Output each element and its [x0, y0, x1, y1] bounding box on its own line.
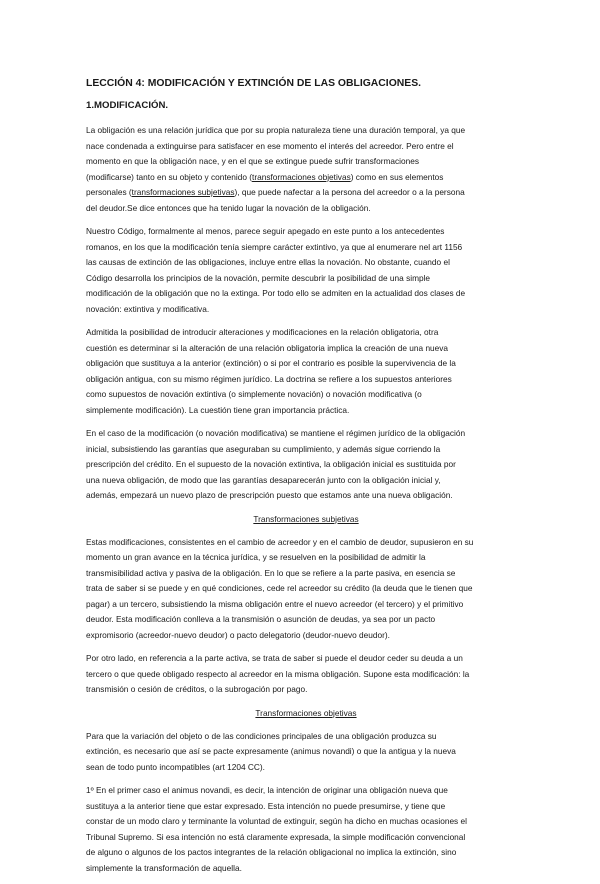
paragraph [86, 123, 526, 216]
text-line: expromisorio (acreedor-nuevo deudor) o pacto delegatorio (deudor-nuevo deudor). [86, 629, 390, 640]
text-line: como supuestos de novación extintiva (o simplemente novación) o novación modificativa (o [86, 389, 422, 399]
underlined-term: transformaciones subjetivas [131, 187, 235, 197]
paragraph [86, 325, 526, 418]
text-segment: (modificarse) tanto en su objeto y contenido ( [86, 171, 253, 182]
text-line: Estas modificaciones, consistentes en el cambio de acreedor y en el cambio de deudor, supusieron en su [86, 536, 474, 547]
text-line: Para que la variación del objeto o de las condiciones principales de una obligación produzca su [86, 730, 437, 741]
text-segment: ), que puede nafectar a la persona del acreedor o a la persona [234, 187, 465, 197]
text-line: transmisión o cesión de créditos, o la subrogación por pago. [86, 684, 308, 694]
text-line: Por otro lado, en referencia a la parte activa, se trata de saber si puede el deudor ceder su deuda a un [86, 653, 463, 663]
paragraph-group-modificacion [86, 123, 526, 504]
text-line: las causas de extinción de las obligaciones, incluye entre ellas la novación. No obstante, cuando el [86, 257, 450, 267]
text-line: cuestión es determinar si la alteración de una relación obligatoria implica la creación de una nueva [86, 342, 449, 353]
text-line: una nueva obligación, de modo que las garantías desaparecerán junto con la obligación inicial y, [86, 474, 441, 485]
text-line: La obligación es una relación jurídica que por su propia naturaleza tiene una duración temporal, ya que [86, 125, 466, 135]
text-line: inicial, subsistiendo las garantías que aseguraban su cumplimiento, y además sigue corriendo la [86, 443, 441, 454]
paragraph [86, 651, 526, 698]
text-line: Admitida la posibilidad de introducir alteraciones y modificaciones en la relación obligatoria, otra [86, 327, 439, 337]
text-segment: ) como en sus elementos [350, 171, 444, 182]
text-line: obligación que sustituya a la anterior (extinción) o si por el contrario es posible la supervivencia de la [86, 358, 456, 368]
text-line: romanos, en los que la modificación tenía siempre carácter extintivo, ya que al enumerare nel art 1156 [86, 241, 463, 252]
text-line: además, empezará un nuevo plazo de prescripción puesto que estamos ante una nueva obligación. [86, 490, 453, 500]
subheading-transformaciones-objetivas: Transformaciones objetivas [255, 707, 357, 718]
text-line: del deudor.Se dice entonces que ha tenido lugar la novación de la obligación. [86, 202, 371, 213]
text-line: En el caso de la modificación (o novación modificativa) se mantiene el régimen jurídico de la obligación [86, 428, 466, 438]
text-line: momento en que la obligación nace, y en el que se extingue puede sufrir transformaciones [86, 156, 420, 166]
text-line: tercero o que quede obligado respecto al acreedor en la misma obligación. Supone esta modificación: la [86, 668, 470, 679]
text-line [86, 170, 526, 186]
text-line: modificación de la obligación que no la extinga. Por todo ello se admiten en la actualidad dos clases de [86, 288, 466, 298]
paragraph [86, 426, 526, 504]
section-heading: 1.MODIFICACIÓN. [86, 100, 169, 111]
text-line: extinción, es necesario que así se pacte expresamente (animus novandi) o que la antigua y la nueva [86, 746, 456, 756]
paragraph [86, 783, 526, 876]
text-line: novación: extintiva y modificativa. [86, 303, 210, 314]
text-line: 1º En el primer caso el animus novandi, es decir, la intención de originar una obligación nueva que [86, 785, 448, 795]
paragraph-group-objetivas [86, 729, 526, 877]
text-line: nace condenada a extinguirse para satisfacer en ese momento el interés del acreedor. Pero entre el [86, 140, 454, 151]
text-line: obligación antigua, con su mismo régimen jurídico. La doctrina se refiere a los supuestos anteriores [86, 373, 452, 384]
text-line: Código desarrolla los principios de la novación, permite descubrir la posibilidad de una simple [86, 272, 431, 283]
text-line [86, 185, 526, 201]
text-line: sean de todo punto incompatibles (art 1204 CC). [86, 761, 265, 772]
text-line: simplemente modificación). La cuestión tiene gran importancia práctica. [86, 404, 350, 415]
document-title: LECCIÓN 4: MODIFICACIÓN Y EXTINCIÓN DE LAS OBLIGACIONES. [86, 78, 422, 89]
paragraph [86, 535, 526, 644]
text-line: momento un gran avance en la técnica jurídica, y se resuelven en la posibilidad de admitir la [86, 552, 426, 562]
text-line: trata de saber si se puede y en qué condiciones, cede rel acreedor su crédito (la deuda que le tienen que [86, 583, 473, 593]
text-line: Tribunal Supremo. Si esa intención no está claramente expresada, la simple modificación convencional [86, 831, 466, 842]
paragraph-group-subjetivas [86, 535, 526, 698]
text-line: Nuestro Código, formalmente al menos, parece seguir apegado en este punto a los antecedentes [86, 226, 445, 236]
paragraph [86, 729, 526, 776]
text-line: sustituya a la anterior tiene que estar expresado. Esta intención no puede presumirse, y tiene que [86, 800, 446, 811]
paragraph [86, 224, 526, 317]
document-page [86, 78, 526, 884]
text-line: de alguno o algunos de los pactos integrantes de la relación obligacional no implica la extinción, sino [86, 847, 457, 857]
text-line: pagar) a un tercero, subsistiendo la misma obligación entre el nuevo acreedor (el tercero) y el primitivo [86, 598, 464, 609]
text-line: constar de un modo claro y terminante la voluntad de extinguir, según ha dicho en muchas ocasiones el [86, 816, 467, 826]
text-line: simplemente la transformación de aquella. [86, 862, 242, 873]
text-segment: personales ( [86, 187, 132, 197]
text-line: prescripción del crédito. En el supuesto de la novación extintiva, la obligación inicial es sustituida por [86, 459, 456, 469]
text-line: transmisibilidad activa y pasiva de la obligación. En lo que se refiere a la parte pasiva, en esencia se [86, 567, 456, 578]
subheading-transformaciones-subjetivas: Transformaciones subjetivas [253, 513, 359, 524]
underlined-term: transformaciones objetivas [252, 171, 351, 182]
text-line: deudor. Esta modificación conlleva a la transmisión o asunción de deudas, ya sea por un pacto [86, 614, 436, 624]
